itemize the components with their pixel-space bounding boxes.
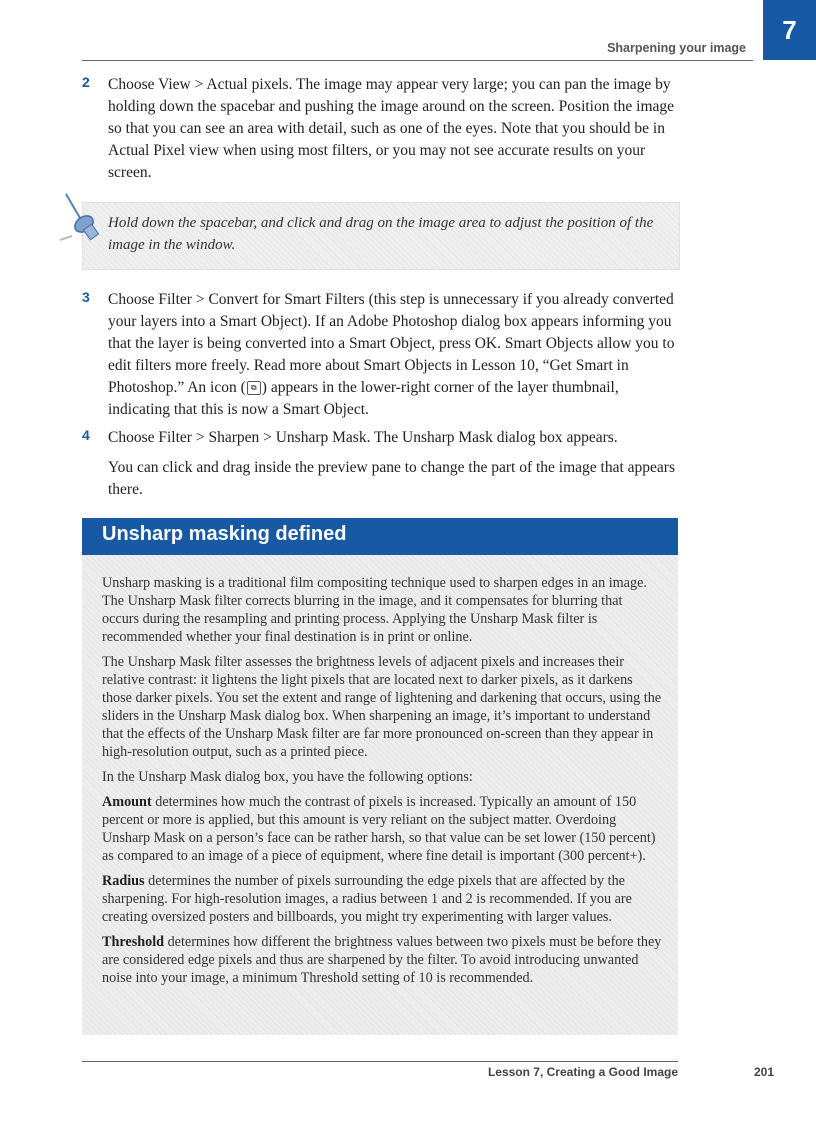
sidebar-paragraph: In the Unsharp Mask dialog box, you have the following options: [102,769,473,785]
step-3 [82,289,682,421]
sidebar-paragraph: The Unsharp Mask filter assesses the brightness levels of adjacent pixels and increases their relative contrast: it lightens the light pixels that are located next to darker pixels, as it darkens those darker pixels. You set the extent and range of lightening and darkening that occurs, using the sliders in the Unsharp Mask dialog box. When sharpening an image, it’s important to understand that the effects of the Unsharp Mask filter are far more pronounced on-screen than they appear in high-resolution output, such as a printed piece. [102,654,662,760]
option-threshold [102,933,662,987]
sidebar-body [102,574,662,994]
step-text: Choose Filter > Sharpen > Unsharp Mask. The Unsharp Mask dialog box appears. [108,429,618,446]
sidebar-title: Unsharp masking defined [102,523,347,545]
step-number: 3 [82,289,90,305]
option-text: determines how different the brightness values between two pixels must be before they are considered edge pixels and thus are sharpened by the filter. To avoid introducing unwanted noise into your image, a minimum Threshold setting of 10 is recommended. [102,934,662,986]
option-text: determines the number of pixels surrounding the edge pixels that are affected by the sharpening. For high-resolution images, a radius between 1 and 2 is recommended. If you are creating oversized posters and billboards, you might try experimenting with larger values. [102,873,632,925]
step-4-followup: You can click and drag inside the preview pane to change the part of the image that appears there. [108,459,675,498]
step-text-part: Choose Filter > Convert for Smart Filters (this step is unnecessary if you already converted your layers into a Smart Object). If an Adobe Photoshop dialog box appears informing you that the layer is being converted into a Smart Object, press OK. Smart Objects allow you to edit filters more freely. Read more about Smart Objects in Lesson 10, “Get Smart in Photoshop.” An icon ( [108,291,675,396]
running-header-title: Sharpening your image [607,41,746,55]
header-rule [82,60,753,61]
step-number: 2 [82,74,90,90]
footer-lesson-title: Lesson 7, Creating a Good Image [487,1065,678,1079]
option-term: Threshold [102,934,165,950]
option-radius [102,872,662,926]
smart-object-icon: ⧉ [247,381,261,395]
tip-text: Hold down the spacebar, and click and drag on the image area to adjust the position of the image in the window. [108,215,654,253]
step-2 [82,74,682,184]
sidebar-paragraph: Unsharp masking is a traditional film compositing technique used to sharpen edges in an image. The Unsharp Mask filter corrects blurring in the image, and it compensates for blurring that occurs during the resampling and printing process. Applying the Unsharp Mask filter is recommended whether your final destination is in print or online. [102,575,647,645]
page-number: 201 [753,1065,774,1079]
step-4 [82,427,682,449]
option-text: determines how much the contrast of pixels is increased. Typically an amount of 150 percent or more is applied, but this amount is very reliant on the subject matter. Overdoing Unsharp Mask on a person’s face can be rather harsh, so that value can be set lower (150 percent) as compared to an image of a piece of equipment, where fine detail is important (300 percent+). [102,794,656,864]
option-amount [102,793,662,865]
pushpin-icon [58,190,102,242]
step-number: 4 [82,427,90,443]
sidebar-box [82,518,678,1035]
footer-rule [82,1061,678,1062]
sidebar-header [82,518,678,555]
option-term: Radius [102,873,145,889]
option-term: Amount [102,794,152,810]
step-text-part: ) appears in the lower-right corner of the layer thumbnail, indicating that this is now a Smart Object. [108,379,619,418]
step-text: Choose View > Actual pixels. The image may appear very large; you can pan the image by holding down the spacebar and pushing the image around on the screen. Position the image so that you can see an area with detail, such as one of the eyes. Note that you should be in Actual Pixel view when using most filters, or you may not see accurate results on your screen. [108,76,675,181]
chapter-tab: 7 [763,0,816,60]
step-text [108,289,682,421]
